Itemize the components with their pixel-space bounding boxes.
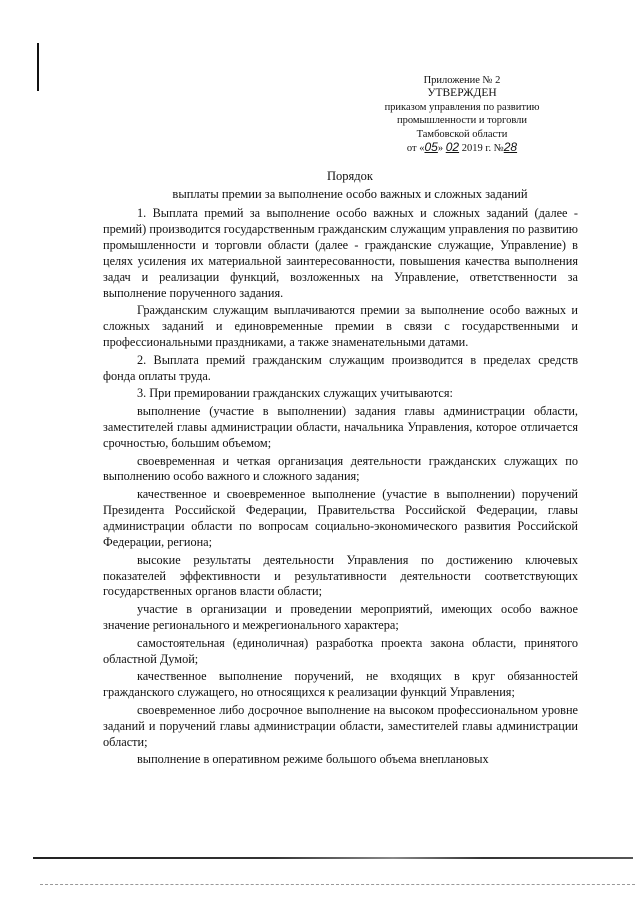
paragraph: качественное и своевременное выполнение (участие в выполнении) поручений Президента Российской Федерации, Правительства Российской Федерации, главы администрации области по вопросам социально-экономического развития Российской Федерации, региона; — [103, 487, 578, 549]
scan-bottom-dash — [40, 884, 635, 885]
document-subtitle: выплаты премии за выполнение особо важных и сложных заданий — [172, 187, 528, 201]
approval-region-line: Тамбовской области — [416, 128, 508, 140]
approval-department-line: промышленности и торговли — [396, 115, 527, 127]
paragraph: высокие результаты деятельности Управления по достижению ключевых показателей эффективности и результативности деятельности соответствующих государственных органов власти области; — [103, 552, 578, 599]
date-month: 02 — [445, 140, 460, 155]
paragraph: своевременная и четкая организация деятельности гражданских служащих по выполнению особо важного и сложного задания; — [103, 453, 578, 484]
paragraph: участие в организации и проведении мероприятий, имеющих особо важное значение регионального и межрегионального характера; — [103, 602, 578, 633]
paragraph: выполнение (участие в выполнении) задания главы администрации области, заместителей главы администрации области, начальника Управления, которое отличается срочностью, большим объемом; — [103, 404, 578, 450]
paragraph: самостоятельная (единоличная) разработка проекта закона области, принятого областной Думой; — [103, 635, 578, 666]
paragraph: Гражданским служащим выплачиваются премии за выполнение особо важных и сложных заданий и единовременные премии в связи с государственными и профессиональными праздниками, а также знаменательными датами. — [103, 303, 578, 350]
paragraph: своевременное либо досрочное выполнение на высоком профессиональном уровне заданий и поручений главы администрации области, заместителей главы администрации области; — [103, 702, 578, 749]
appendix-number: Приложение № 2 — [423, 75, 501, 86]
document-title: Порядок — [327, 169, 373, 183]
paragraph: качественное выполнение поручений, не входящих в круг обязанностей гражданского служащего, но относящихся к реализации функций Управления; — [103, 669, 578, 700]
approval-order-line: приказом управления по развитию — [384, 101, 540, 113]
approved-label: УТВЕРЖДЕН — [427, 87, 497, 100]
date-year: 2019 г. № — [461, 143, 504, 155]
paragraph: 3. При премировании гражданских служащих учитываются: — [137, 386, 453, 401]
date-number: 28 — [503, 140, 518, 155]
document-body — [103, 206, 578, 770]
approval-block — [352, 74, 572, 155]
approval-date-line — [352, 141, 572, 155]
paragraph: 1. Выплата премий за выполнение особо важных и сложных заданий (далее - премий) производится государственным гражданским служащим управления по развитию промышленности и торговли области (далее - гражданские служащие, Управление) в целях усиления их материальной заинтересованности, повышения качества выполнения задач и реализации функций, возложенных на Управление, ответственности за выполнение порученного задания. — [103, 206, 578, 300]
paragraph: 2. Выплата премий гражданским служащим производится в пределах средств фонда оплаты труда. — [103, 352, 578, 383]
date-day: 05 — [424, 140, 438, 155]
scan-mark — [37, 43, 39, 91]
paragraph: выполнение в оперативном режиме большого объема внеплановых — [137, 752, 489, 767]
date-mid: » — [437, 143, 444, 155]
date-prefix: от « — [406, 143, 425, 155]
scan-bottom-line — [33, 857, 633, 859]
